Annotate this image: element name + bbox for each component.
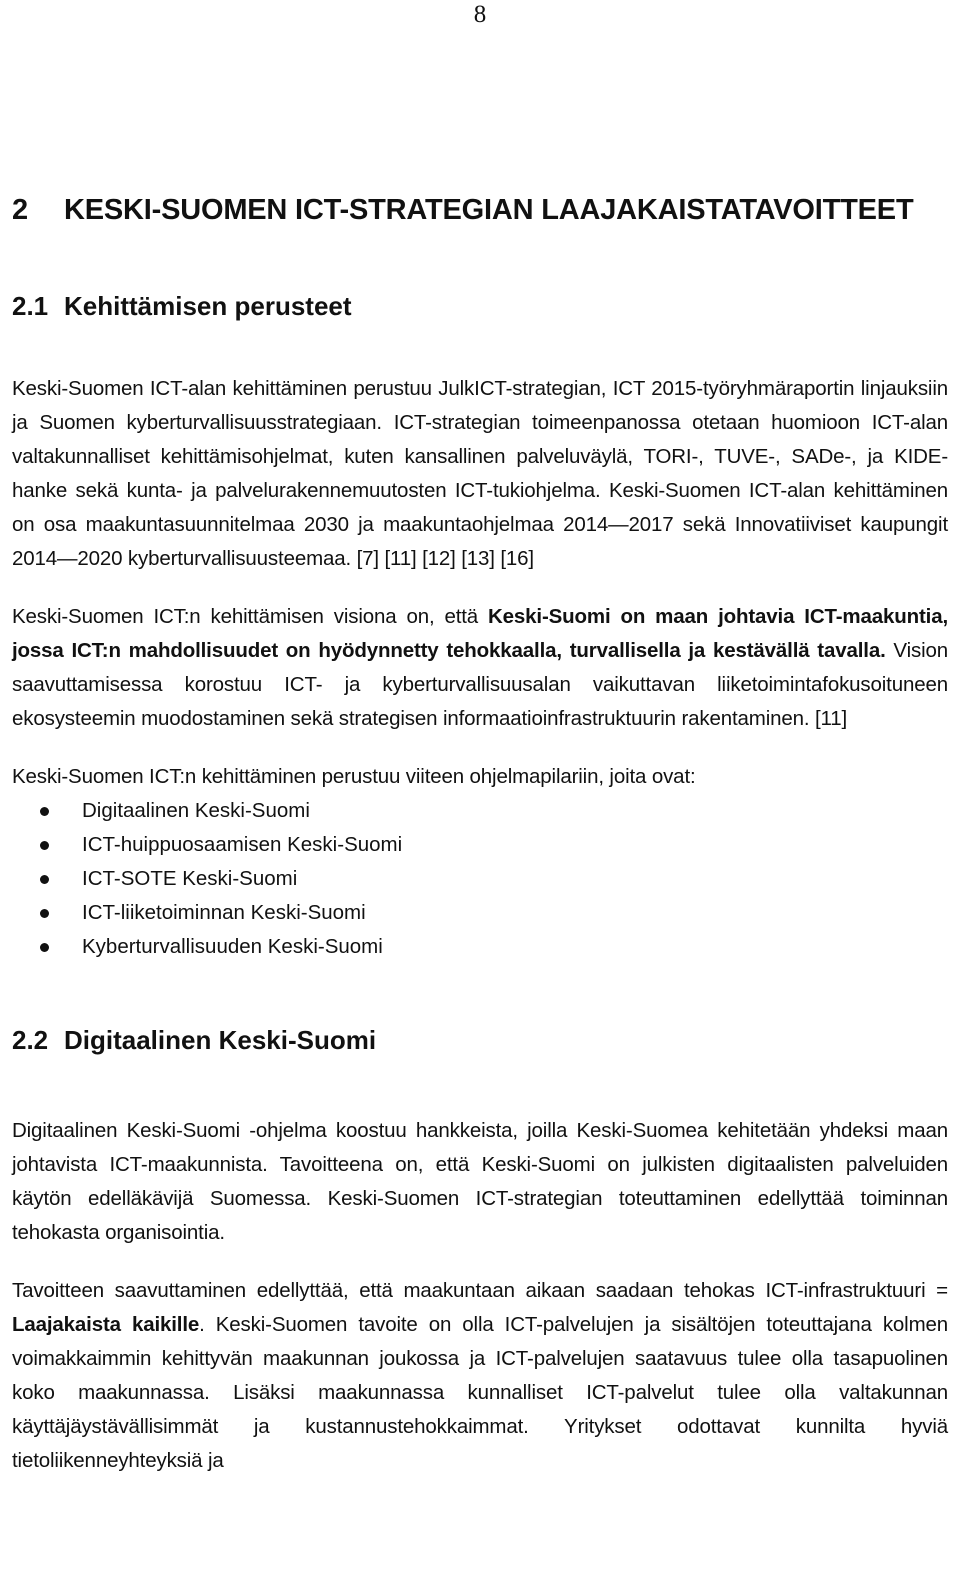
bullet-icon [40,841,49,850]
page-number: 8 [473,1,487,28]
list-item [12,828,960,862]
subsection-title: Digitaalinen Keski-Suomi [64,1025,377,1055]
pillar-list [0,794,960,964]
list-item [12,930,960,964]
paragraph-foundations: Keski-Suomen ICT-alan kehittäminen perustuu JulkICT-strategian, ICT 2015-työryhmäraportin linjauksiin ja Suomen kyberturvallisuusstrategiaan. ICT-strategian toimeenpanossa otetaan huomioon ICT-alan valtakunnalliset kehittämisohjelmat, kuten kansallinen palveluväylä, TORI-, TUVE-, SADe-, ja KIDE-hanke sekä kunta- ja palvelurakennemuutosten ICT-tukiohjelma. Keski-Suomen ICT-alan kehittäminen on osa maakuntasuunnitelmaa 2030 ja maakuntaohjelmaa 2014—2017 sekä Innovatiiviset kaupungit 2014—2020 kyberturvallisuusteemaa. [7] [11] [12] [13] [16] [12,377,948,570]
subsection-number: 2.1 [12,291,49,321]
vision-bold-text: Keski-Suomi on maan johtavia ICT-maakuntia, jossa ICT:n mahdollisuudet on hyödynnetty tehokkaalla, turvallisella ja kestävällä tavalla. [12,605,948,662]
document-body [0,190,960,1478]
section-heading [12,190,960,230]
section-number: 2 [12,194,28,226]
list-item-label: ICT-SOTE Keski-Suomi [82,867,298,890]
list-item [12,794,960,828]
goal-tail-text: . Keski-Suomen tavoite on olla ICT-palvelujen ja sisältöjen toteuttajana kolmen voimakkaimmin kehittyvän maakunnan joukossa ja ICT-palvelujen saatavuus tulee olla tasapuolinen koko maakunnassa. Lisäksi maakunnassa kunnalliset ICT-palvelut tulee olla valtakunnan käyttäjäystävällisimmät ja kustannustehokkaimmat. Yritykset odottavat kunnilta hyviä tietoliikenneyhteyksiä ja [12,1313,948,1472]
list-item [12,896,960,930]
vision-tail-text: Vision saavuttamisessa korostuu ICT- ja kyberturvallisuusalan vaikuttavan liiketoimintafokusoituneen ekosysteemin muodostaminen sekä strategisen informaatioinfrastruktuurin rakentaminen. [11] [12,639,948,730]
subsection-heading-2-1 [12,288,960,324]
bullet-icon [40,875,49,884]
list-item-label: ICT-huippuosaamisen Keski-Suomi [82,833,403,856]
goal-lead-text: Tavoitteen saavuttaminen edellyttää, että maakuntaan aikaan saadaan tehokas ICT-infrastruktuuri = [12,1279,948,1302]
paragraph-vision [12,600,948,736]
list-item [12,862,960,896]
list-item-label: ICT-liiketoiminnan Keski-Suomi [82,901,366,924]
list-item-label: Digitaalinen Keski-Suomi [82,799,310,822]
goal-bold-text: Laajakaista kaikille [12,1313,200,1336]
subsection-heading-2-2 [12,1022,960,1058]
subsection-number: 2.2 [12,1025,49,1055]
paragraph-pillars-intro: Keski-Suomen ICT:n kehittäminen perustuu viiteen ohjelmapilariin, joita ovat: [12,765,696,788]
bullet-icon [40,909,49,918]
bullet-icon [40,807,49,816]
section-title: KESKI-SUOMEN ICT-STRATEGIAN LAAJAKAISTATAVOITTEET [64,194,914,226]
list-item-label: Kyberturvallisuuden Keski-Suomi [82,935,383,958]
bullet-icon [40,943,49,952]
subsection-title: Kehittämisen perusteet [64,291,352,321]
paragraph-broadband-goal [12,1274,948,1478]
paragraph-digital-program: Digitaalinen Keski-Suomi -ohjelma koostuu hankkeista, joilla Keski-Suomea kehitetään yhdeksi maan johtavista ICT-maakunnista. Tavoitteena on, että Keski-Suomi on julkisten digitaalisten palveluiden käytön edelläkävijä Suomessa. Keski-Suomen ICT-strategian toteuttaminen edellyttää toiminnan tehokasta organisointia. [12,1119,948,1244]
vision-lead-text: Keski-Suomen ICT:n kehittämisen visiona on, että [12,605,488,628]
